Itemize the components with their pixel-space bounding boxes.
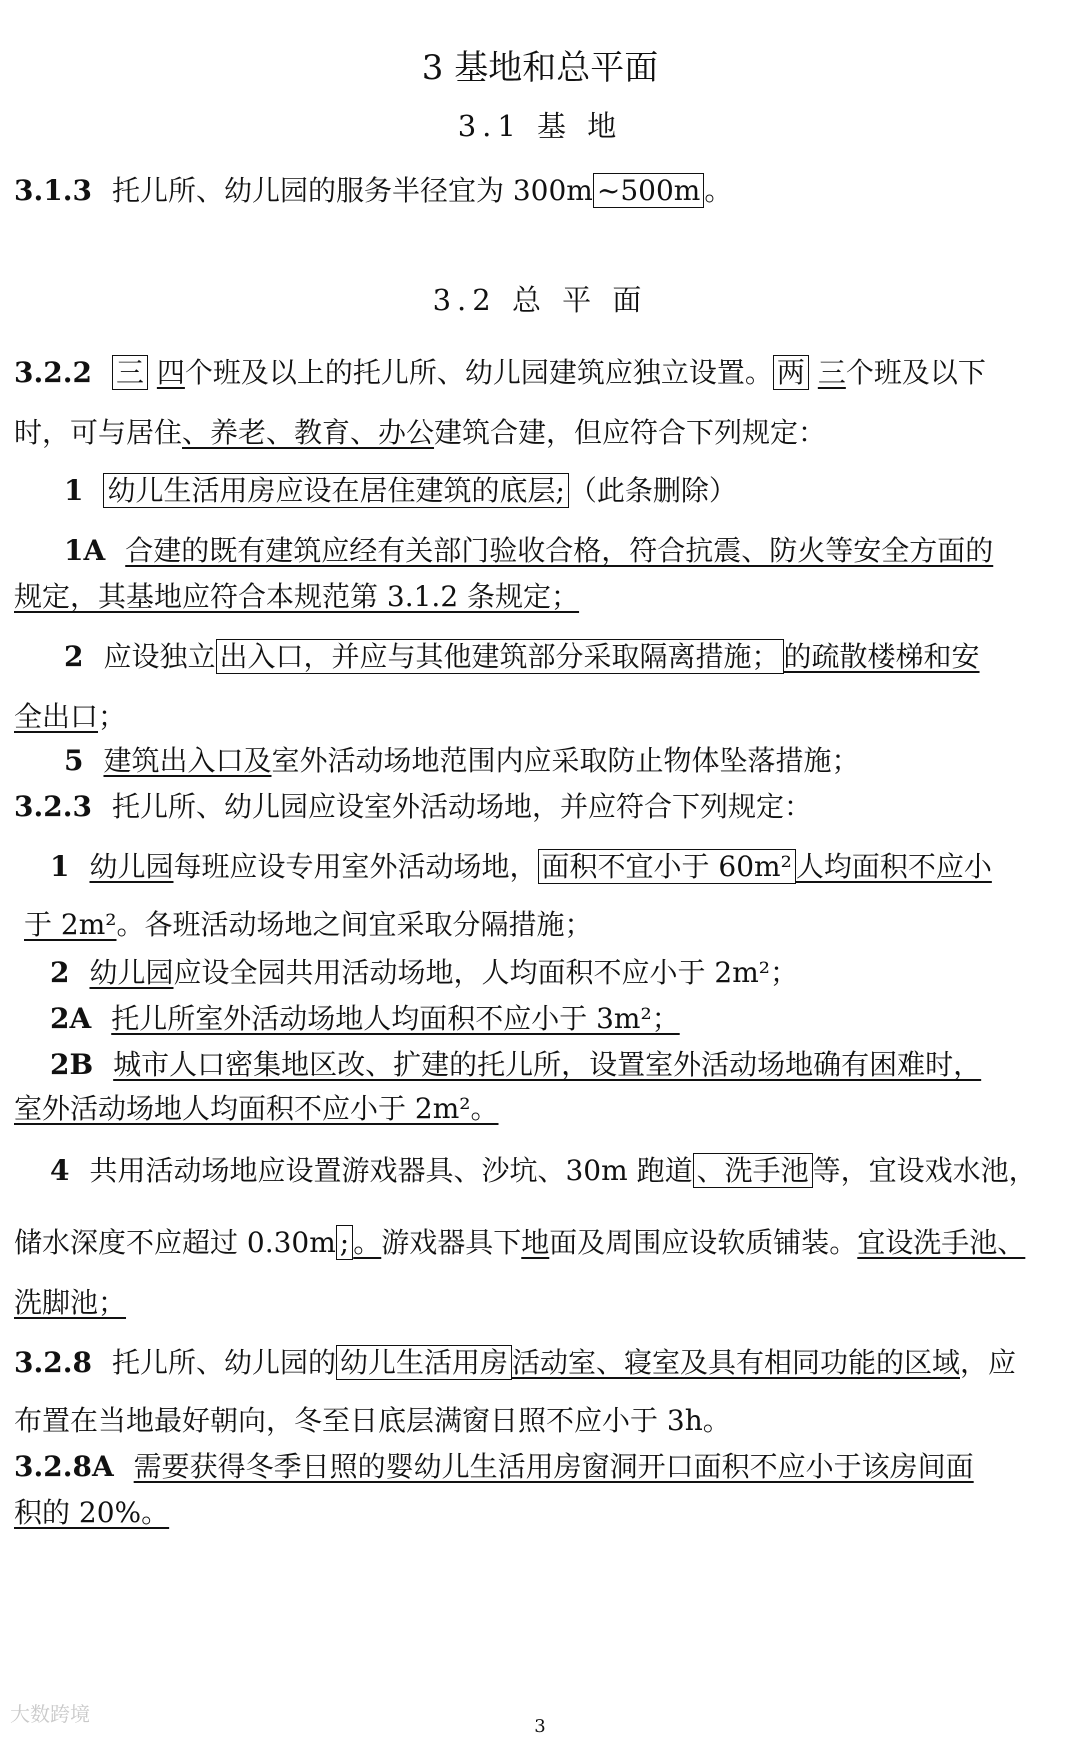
item-1a-line2: 规定，其基地应符合本规范第 3.1.2 条规定；	[14, 580, 580, 613]
clause-number: 3.2.3	[14, 790, 92, 823]
watermark: 大数跨境	[10, 1702, 90, 1726]
clause-number: 3.2.8A	[14, 1450, 114, 1483]
clause-3-2-3-item-4: 4 共用活动场地应设置游戏器具、沙坑、30m 跑道 、洗手池 等，宜设戏水池，	[50, 1154, 1037, 1187]
clause-3-2-3-item-1: 1 幼儿园每班应设专用室外活动场地， 面积不宜小于 60m² 人均面积不应小	[50, 850, 992, 883]
clause-number: 3.2.8	[14, 1346, 92, 1379]
item-2-line2: 全出口；	[14, 700, 127, 733]
clause-3-2-3-item-2a: 2A 托儿所室外活动场地人均面积不应小于 3m²；	[50, 1002, 680, 1035]
clause-3-1-3: 3.1.3 托儿所、幼儿园的服务半径宜为 300m ~500m 。	[14, 172, 1069, 210]
item-1a: 1A 合建的既有建筑应经有关部门验收合格，符合抗震、防火等安全方面的	[64, 534, 994, 567]
clause-3-2-3-item-2b: 2B 城市人口密集地区改、扩建的托儿所，设置室外活动场地确有困难时，	[50, 1048, 982, 1081]
clause-3-2-3-item-2b-line2: 室外活动场地人均面积不应小于 2m²。	[14, 1092, 499, 1125]
page-number: 3	[534, 1716, 546, 1737]
clause-number: 3.1.3	[14, 174, 92, 207]
boxed-text: ~500m	[593, 173, 704, 208]
chapter-title: 3 基地和总平面	[421, 48, 659, 88]
clause-number: 3.2.2	[14, 356, 92, 389]
item-5: 5 建筑出入口及室外活动场地范围内应采取防止物体坠落措施；	[64, 744, 860, 777]
clause-3-2-8-line2: 布置在当地最好朝向，冬至日底层满窗日照不应小于 3h。	[14, 1404, 731, 1437]
clause-3-2-8a-line2: 积的 20%。	[14, 1496, 170, 1529]
clause-3-2-8: 3.2.8 托儿所、幼儿园的 幼儿生活用房 活动室、寝室及具有相同功能的区域，应	[14, 1344, 1069, 1382]
clause-3-2-2: 3.2.2 三 四个班及以上的托儿所、幼儿园建筑应独立设置。 两 三个班及以下	[14, 354, 1069, 392]
section-title-3-2: 3.2 总 平 面	[432, 283, 648, 317]
clause-3-2-8a: 3.2.8A 需要获得冬季日照的婴幼儿生活用房窗洞开口面积不应小于该房间面	[14, 1448, 1069, 1486]
item-2: 2 应设独立 出入口，并应与其他建筑部分采取隔离措施； 的疏散楼梯和安	[64, 640, 980, 673]
clause-3-2-3-item-1-line2: 于 2m²。各班活动场地之间宜采取分隔措施；	[24, 908, 593, 941]
item-1: 1 幼儿生活用房应设在居住建筑的底层; （此条删除）	[64, 474, 737, 507]
clause-3-2-3-item-4-line2: 储水深度不应超过 0.30m ; 。游戏器具下地面及周围应设软质铺装。宜设洗手池、	[14, 1226, 1026, 1259]
clause-3-2-3-item-2: 2 幼儿园应设全园共用活动场地，人均面积不应小于 2m²；	[50, 956, 798, 989]
clause-3-2-3-item-4-line3: 洗脚池；	[14, 1286, 127, 1319]
section-title-3-1: 3.1 基 地	[457, 109, 623, 143]
clause-3-2-3: 3.2.3 托儿所、幼儿园应设室外活动场地，并应符合下列规定：	[14, 788, 1069, 826]
clause-3-2-2-line2: 时，可与居住、养老、教育、办公建筑合建，但应符合下列规定：	[14, 416, 827, 449]
